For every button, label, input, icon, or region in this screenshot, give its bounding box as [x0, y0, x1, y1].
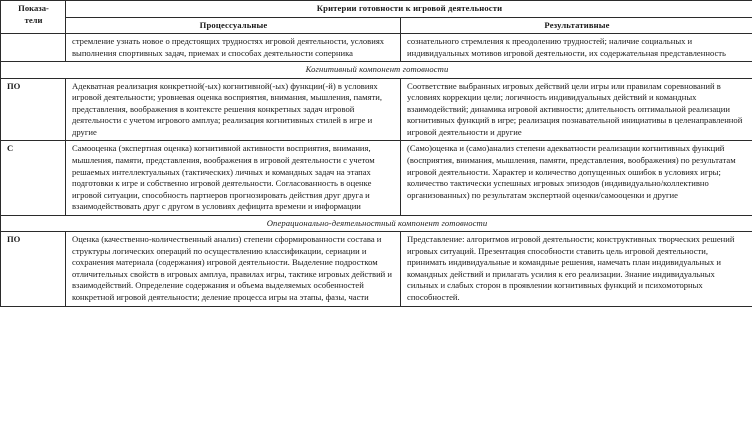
table-header-row-1 [1, 1, 752, 18]
procedural-cell: Самооценка (экспертная оценка) когнитивной активности восприятия, внимания, мышления, памяти, представления, воображения в игровой деятельности с учетом решаемых интеллектуальных (тактических) личных и командных задач на этапах подготовки к игре и собственно игровой деятельности. Согласованность в оценке игровой ситуации, способность партнеров прогнозировать действия друг друга и взаимодействовать друг с другом в условиях дефицита времени и информации [66, 141, 401, 215]
table-section-row [1, 62, 752, 79]
indicator-cell-empty [1, 34, 66, 62]
resultative-cell: Представление: алгоритмов игровой деятельности; конструктивных творческих решений игровых ситуаций. Презентация способности ставить цель игровой деятельности, принимать индивидуальные и командные решения, намечать план индивидуальных и командных действий и прилагать усилия к его реализации. Знание индивидуальных сильных и слабых сторон в проявлении когнитивных функций и психомоторных способностей. [401, 232, 752, 306]
header-cell-procedural: Процессуальные [66, 17, 401, 34]
header-indicators-line1: Показа- [18, 3, 49, 13]
table-row [1, 232, 752, 306]
header-cell-criteria: Критерии готовности к игровой деятельности [66, 1, 752, 18]
table-row [1, 78, 752, 141]
procedural-cell: Оценка (качественно-количественный анализ) степени сформированности состава и структуры логических операций по осуществлению классификации, сериации и сохранения материала (содержания) игровой деятельности. Выделение подростком отличительных свойств в игровых амплуа, правилах игры, тактике игровых действий и взаимодействий. Определение содержания и объема выделяемых особенностей конкретной игровой деятельности; деление процесса игры на этапы, фазы, части [66, 232, 401, 306]
resultative-cell: Соответствие выбранных игровых действий цели игры или правилам соревнований в условиях коррекции цели; логичность индивидуальных действий и командных взаимодействий; динамика игровой активности; длительность оптимальной реализации когнитивных функций в игре; реализация познавательной инициативы в целенаправленной игровой деятельности и другие [401, 78, 752, 141]
table-section-row [1, 215, 752, 232]
table-header-row-2 [1, 17, 752, 34]
procedural-cell: Адекватная реализация конкретной(-ых) когнитивной(-ых) функции(-й) в условиях игровой деятельности; уровневая оценка восприятия, внимания, мышления, памяти, представления, воображения в контексте решения конкретных задач игровой деятельности с учетом игрового амплуа; реализация когнитивных стилей в игре и другие [66, 78, 401, 141]
table-row [1, 34, 752, 62]
header-indicators-line2: тели [24, 14, 43, 25]
resultative-cell: (Само)оценка и (само)анализ степени адекватности реализации когнитивных функций (восприятия, внимания, мышления, памяти, представления, воображения) по результатам игровой деятельности. Характер и количество допущенных ошибок в условиях игры; количество тактически успешных игровых эпизодов (индивидуально/коллективно организованных) по результатам экспертной оценки/самооценки и другие [401, 141, 752, 215]
header-cell-indicators [1, 1, 66, 34]
indicator-cell: С [1, 141, 66, 215]
section-title-operational: Операционально-деятельностный компонент готовности [1, 215, 752, 232]
procedural-cell: стремление узнать новое о предстоящих трудностях игровой деятельности, условиях выполнения спортивных задач, приемах и способах деятельности соперника [66, 34, 401, 62]
header-cell-resultative: Результативные [401, 17, 752, 34]
table-row [1, 141, 752, 215]
resultative-cell: сознательного стремления к преодолению трудностей; наличие социальных и индивидуальных мотивов игровой деятельности, их содержательная представленность [401, 34, 752, 62]
indicator-cell: ПО [1, 78, 66, 141]
section-title-cognitive: Когнитивный компонент готовности [1, 62, 752, 79]
indicator-cell: ПО [1, 232, 66, 306]
